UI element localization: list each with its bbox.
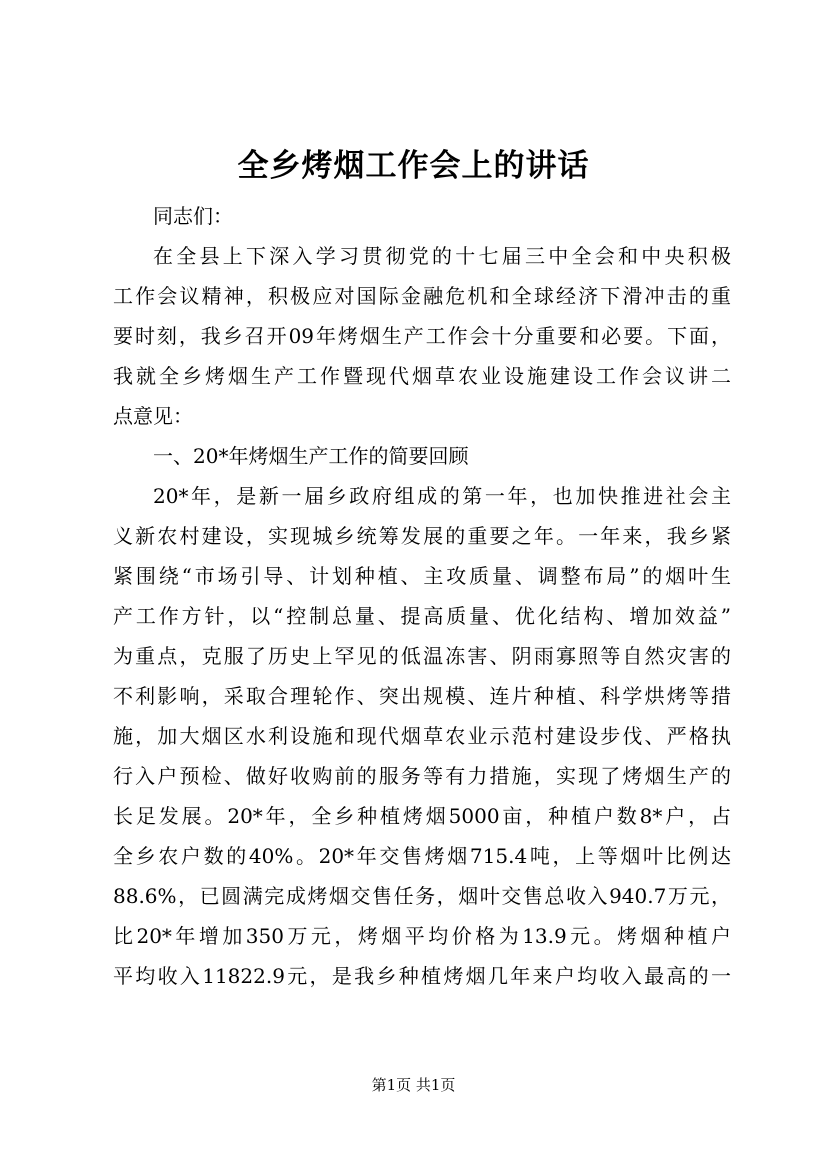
paragraph-line: 平均收入11822.9元，是我乡种植烤烟几年来户均收入最高的一 — [113, 964, 731, 988]
page-footer: 第1页 共1页 — [371, 1076, 456, 1094]
paragraph-line: 比20*年增加350万元，烤烟平均价格为13.9元。烤烟种植户 — [113, 924, 731, 948]
paragraph-line: 长足发展。20*年，全乡种植烤烟5000亩，种植户数8*户，占 — [113, 804, 731, 828]
paragraph-line: 我就全乡烤烟生产工作暨现代烟草农业设施建设工作会议讲二 — [113, 364, 731, 388]
paragraph-line: 产工作方针，以“控制总量、提高质量、优化结构、增加效益” — [113, 604, 731, 628]
paragraph-line: 在全县上下深入学习贯彻党的十七届三中全会和中央积极 — [153, 244, 731, 268]
paragraph-line: 全乡农户数的40%。20*年交售烤烟715.4吨，上等烟叶比例达 — [113, 844, 731, 868]
paragraph-line: 要时刻，我乡召开09年烤烟生产工作会十分重要和必要。下面， — [113, 324, 731, 348]
paragraph-line: 为重点，克服了历史上罕见的低温冻害、阴雨寡照等自然灾害的 — [113, 644, 731, 668]
section-heading: 一、20*年烤烟生产工作的简要回顾 — [153, 444, 469, 468]
paragraph-line: 工作会议精神，积极应对国际金融危机和全球经济下滑冲击的重 — [113, 284, 731, 308]
paragraph-line: 88.6%，已圆满完成烤烟交售任务，烟叶交售总收入940.7万元， — [113, 884, 731, 908]
paragraph-line: 20*年，是新一届乡政府组成的第一年，也加快推进社会主 — [153, 484, 731, 508]
paragraph-line: 义新农村建设，实现城乡统筹发展的重要之年。一年来，我乡紧 — [113, 524, 731, 548]
document-body — [113, 196, 731, 996]
paragraph-line: 紧围绕“市场引导、计划种植、主攻质量、调整布局”的烟叶生 — [113, 564, 731, 588]
paragraph-line: 施，加大烟区水利设施和现代烟草农业示范村建设步伐、严格执 — [113, 724, 731, 748]
document-title: 全乡烤烟工作会上的讲话 — [237, 148, 590, 184]
paragraph-line: 行入户预检、做好收购前的服务等有力措施，实现了烤烟生产的 — [113, 764, 731, 788]
paragraph-line: 点意见： — [113, 404, 193, 428]
paragraph-line: 不利影响，采取合理轮作、突出规模、连片种植、科学烘烤等措 — [113, 684, 731, 708]
salutation: 同志们： — [153, 204, 233, 228]
